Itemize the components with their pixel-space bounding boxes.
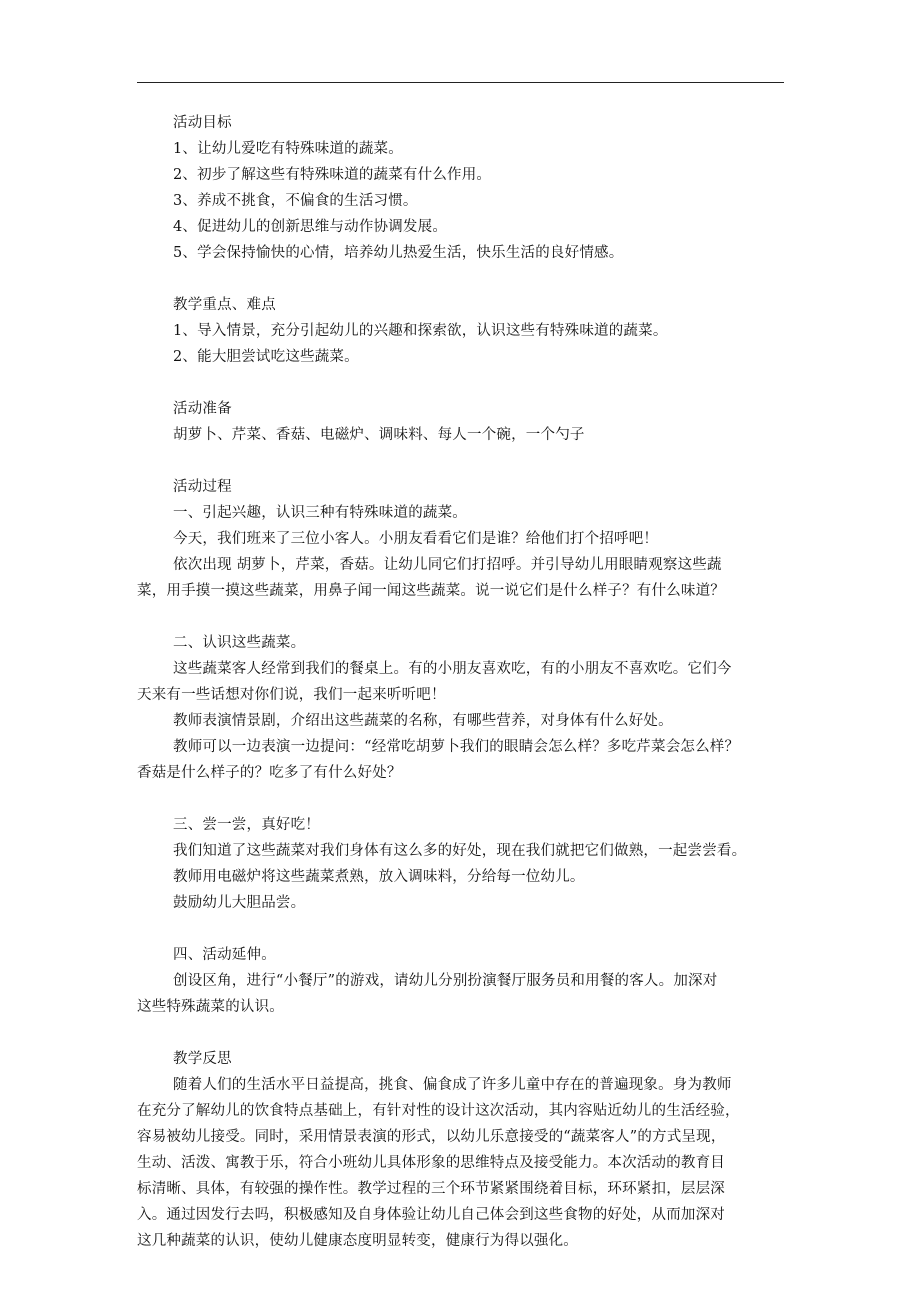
- paragraph-line: 3、养成不挑食，不偏食的生活习惯。: [173, 193, 418, 209]
- paragraph-line: 4、促进幼儿的创新思维与动作协调发展。: [173, 219, 448, 235]
- paragraph-line: 在充分了解幼儿的饮食特点基础上，有针对性的设计这次活动，其内容贴近幼儿的生活经验，: [137, 1103, 740, 1119]
- paragraph-line: 这些蔬菜客人经常到我们的餐桌上。有的小朋友喜欢吃，有的小朋友不喜欢吃。它们今: [173, 661, 732, 677]
- paragraph-line: 天来有一些话想对你们说，我们一起来听听吧！: [137, 687, 446, 703]
- paragraph-line: 随着人们的生活水平日益提高，挑食、偏食成了许多儿童中存在的普遍现象。身为教师: [173, 1077, 732, 1093]
- section-heading: 二、认识这些蔬菜。: [173, 635, 306, 651]
- section: [137, 396, 787, 448]
- paragraph-line: 教师可以一边表演一边提问：“经常吃胡萝卜我们的眼睛会怎么样？多吃芹菜会怎么样？: [173, 739, 740, 755]
- paragraph-line: 1、导入情景，充分引起幼儿的兴趣和探索欲，认识这些有特殊味道的蔬菜。: [173, 323, 668, 339]
- paragraph-line: 1、让幼儿爱吃有特殊味道的蔬菜。: [173, 141, 403, 157]
- paragraph-line: 创设区角，进行“小餐厅”的游戏，请幼儿分别扮演餐厅服务员和用餐的客人。加深对: [173, 973, 718, 989]
- section: [137, 630, 787, 786]
- paragraph-line: 教师用电磁炉将这些蔬菜煮熟，放入调味料，分给每一位幼儿。: [173, 869, 585, 885]
- paragraph-line: 香菇是什么样子的？吃多了有什么好处？: [137, 765, 402, 781]
- document-body: [137, 110, 787, 1254]
- section-gap: [137, 604, 787, 630]
- paragraph-line: 教师表演情景剧，介绍出这些蔬菜的名称，有哪些营养，对身体有什么好处。: [173, 713, 673, 729]
- section-gap: [137, 916, 787, 942]
- section-heading: 四、活动延伸。: [173, 947, 276, 963]
- paragraph-line: 今天，我们班来了三位小客人。小朋友看看它们是谁？给他们打个招呼吧！: [173, 531, 659, 547]
- section: [137, 1046, 787, 1254]
- paragraph-line: 2、能大胆尝试吃这些蔬菜。: [173, 349, 359, 365]
- section-gap: [137, 786, 787, 812]
- paragraph-line: 2、初步了解这些有特殊味道的蔬菜有什么作用。: [173, 167, 492, 183]
- paragraph-line: 依次出现 胡萝卜，芹菜，香菇。让幼儿同它们打招呼。并引导幼儿用眼睛观察这些蔬: [173, 557, 722, 573]
- paragraph-line: 生动、活泼、寓教于乐，符合小班幼儿具体形象的思维特点及接受能力。本次活动的教育目: [137, 1155, 725, 1171]
- paragraph-line: 这几种蔬菜的认识，使幼儿健康态度明显转变，健康行为得以强化。: [137, 1233, 578, 1249]
- paragraph-line: 这些特殊蔬菜的认识。: [137, 999, 284, 1015]
- section: [137, 942, 787, 1020]
- paragraph-line: 胡萝卜、芹菜、香菇、电磁炉、调味料、每人一个碗，一个勺子: [173, 427, 585, 443]
- paragraph-line: 5、学会保持愉快的心情，培养幼儿热爱生活，快乐生活的良好情感。: [173, 245, 624, 261]
- paragraph-line: 我们知道了这些蔬菜对我们身体有这么多的好处，现在我们就把它们做熟，一起尝尝看。: [173, 843, 747, 859]
- section-heading: 三、尝一尝，真好吃！: [173, 817, 320, 833]
- header-rule: [137, 82, 784, 83]
- paragraph-line: 入。通过因发行去吗，积极感知及自身体验让幼儿自己体会到这些食物的好处，从而加深对: [137, 1207, 725, 1223]
- section-gap: [137, 448, 787, 474]
- section-heading: 活动过程: [173, 479, 232, 495]
- section-heading: 活动准备: [173, 401, 232, 417]
- paragraph-line: 容易被幼儿接受。同时，采用情景表演的形式，以幼儿乐意接受的“蔬菜客人”的方式呈现，: [137, 1129, 726, 1145]
- section-gap: [137, 370, 787, 396]
- paragraph-line: 标清晰、具体，有较强的操作性。教学过程的三个环节紧紧围绕着目标，环环紧扣，层层深: [137, 1181, 725, 1197]
- paragraph-line: 鼓励幼儿大胆品尝。: [173, 895, 306, 911]
- section-gap: [137, 1020, 787, 1046]
- section: [137, 474, 787, 604]
- section: [137, 110, 787, 266]
- section-heading: 活动目标: [173, 115, 232, 131]
- section-heading: 教学反思: [173, 1051, 232, 1067]
- paragraph-line: 菜，用手摸一摸这些蔬菜，用鼻子闻一闻这些蔬菜。说一说它们是什么样子？有什么味道？: [137, 583, 725, 599]
- section-gap: [137, 266, 787, 292]
- section: [137, 292, 787, 370]
- paragraph-line: 一、引起兴趣，认识三种有特殊味道的蔬菜。: [173, 505, 467, 521]
- section-heading: 教学重点、难点: [173, 297, 276, 313]
- section: [137, 812, 787, 916]
